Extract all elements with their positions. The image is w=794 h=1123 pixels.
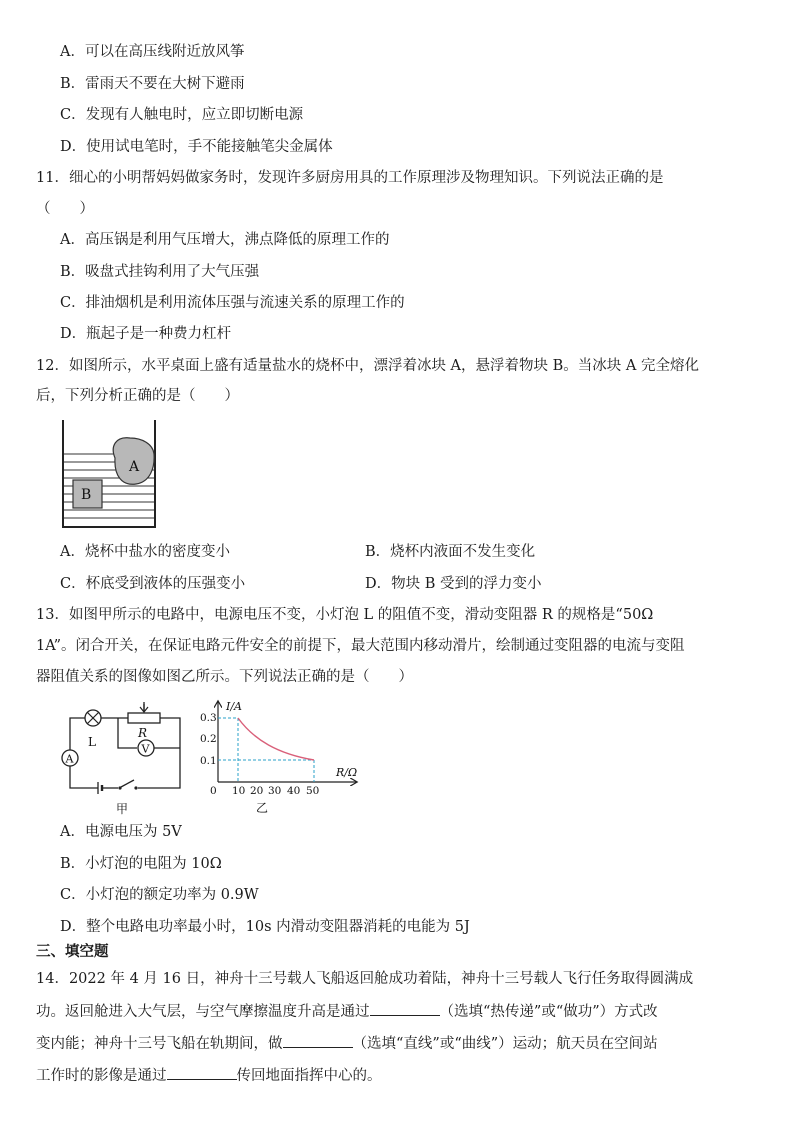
- q10-option-d: D．使用试电笔时，手不能接触笔尖金属体: [60, 139, 333, 155]
- q12-stem-line2: 后，下列分析正确的是（ ）: [36, 388, 239, 404]
- current-curve: [238, 718, 314, 760]
- rheostat-label: R: [138, 726, 148, 740]
- q14-line3-text-a: 变内能；神舟十三号飞船在轨期间，做: [36, 1036, 283, 1052]
- q11-option-d: D．瓶起子是一种费力杠杆: [60, 326, 232, 342]
- current-resistance-graph: [198, 698, 368, 824]
- q14-line2-text-a: 功。返回舱进入大气层，与空气摩擦温度升高是通过: [36, 1004, 370, 1020]
- q11-stem-line2: （ ）: [36, 201, 94, 217]
- voltmeter-v: [138, 740, 154, 756]
- origin-label: 0: [210, 785, 217, 797]
- q14-line4-text-b: 传回地面指挥中心的。: [236, 1068, 382, 1084]
- q13-stem-line2: 1A”。闭合开关，在保证电路元件安全的前提下，最大范围内移动滑片，绘制通过变阻器的电流与变阻: [36, 638, 685, 654]
- q14-blank-2[interactable]: [283, 1032, 353, 1048]
- x-axis-label: R/Ω: [336, 766, 358, 779]
- block-b-label: B: [81, 487, 92, 503]
- q14-line4: [36, 1064, 382, 1086]
- q13-stem-line3: 器阻值关系的图像如图乙所示。下列说法正确的是（ ）: [36, 669, 413, 685]
- q10-option-a: A．可以在高压线附近放风筝: [60, 44, 245, 60]
- ammeter-a: [62, 750, 78, 766]
- x-tick-30: 30: [268, 785, 282, 797]
- q14-line4-text-a: 工作时的影像是通过: [36, 1068, 167, 1084]
- lamp-l: [85, 710, 101, 726]
- lamp-label: L: [88, 735, 96, 749]
- q14-blank-3[interactable]: [167, 1064, 237, 1080]
- guide-lines: [218, 718, 314, 782]
- ice-block-a-label: A: [129, 459, 140, 475]
- q12-stem-line1: 12．如图所示，水平桌面上盛有适量盐水的烧杯中，漂浮着冰块 A，悬浮着物块 B。当冰块 A 完全熔化: [36, 358, 699, 374]
- q13-option-b: B．小灯泡的电阻为 10Ω: [60, 856, 222, 872]
- y-tick-0-2: 0.2: [200, 733, 217, 745]
- y-tick-0-3: 0.3: [200, 712, 217, 724]
- section-3-title: 三、填空题: [36, 943, 109, 960]
- circuit-caption: 甲: [116, 802, 129, 816]
- q11-stem-line1: 11．细心的小明帮妈妈做家务时，发现许多厨房用具的工作原理涉及物理知识。下列说法正确的是: [36, 170, 664, 186]
- x-tick-10: 10: [232, 785, 246, 797]
- graph-caption: 乙: [256, 801, 269, 815]
- q14-line3: [36, 1032, 658, 1054]
- voltmeter-label: V: [141, 742, 150, 756]
- q13-option-a: A．电源电压为 5V: [60, 824, 182, 840]
- q13-option-c: C．小灯泡的额定功率为 0.9W: [60, 887, 259, 903]
- q12-option-d: D．物块 B 受到的浮力变小: [365, 576, 542, 592]
- x-tick-40: 40: [287, 785, 301, 797]
- q13-stem-line1: 13．如图甲所示的电路中，电源电压不变，小灯泡 L 的阻值不变，滑动变阻器 R 的规格是“50Ω: [36, 607, 654, 623]
- y-tick-0-1: 0.1: [200, 755, 217, 767]
- ammeter-label: A: [65, 752, 74, 766]
- switch-icon: [118, 780, 137, 790]
- rheostat-r: [128, 702, 160, 723]
- q12-option-c: C．杯底受到液体的压强变小: [60, 576, 246, 592]
- q14-blank-1[interactable]: [370, 1000, 440, 1016]
- battery-icon: [98, 782, 102, 794]
- q11-option-a: A．高压锅是利用气压增大，沸点降低的原理工作的: [60, 232, 390, 248]
- q14-line3-text-b: （选填“直线”或“曲线”）运动；航天员在空间站: [352, 1036, 658, 1052]
- circuit-diagram: [56, 700, 186, 818]
- q11-option-b: B．吸盘式挂钩利用了大气压强: [60, 264, 260, 280]
- y-axis-label: I/A: [226, 700, 242, 713]
- q14-line2: [36, 1000, 658, 1022]
- q10-option-b: B．雷雨天不要在大树下避雨: [60, 76, 245, 92]
- q11-option-c: C．排油烟机是利用流体压强与流速关系的原理工作的: [60, 295, 405, 311]
- q13-option-d: D．整个电路电功率最小时，10s 内滑动变阻器消耗的电能为 5J: [60, 919, 470, 935]
- q10-option-c: C．发现有人触电时，应立即切断电源: [60, 107, 304, 123]
- q12-option-a: A．烧杯中盐水的密度变小: [60, 544, 230, 560]
- x-tick-20: 20: [250, 785, 264, 797]
- q14-line1: 14．2022 年 4 月 16 日，神舟十三号载人飞船返回舱成功着陆，神舟十三号载人飞行任务取得圆满成: [36, 971, 694, 987]
- q14-line2-text-b: （选填“热传递”或“做功”）方式改: [439, 1004, 658, 1020]
- beaker-figure: [58, 418, 162, 530]
- q12-option-b: B．烧杯内液面不发生变化: [365, 544, 536, 560]
- x-tick-50: 50: [306, 785, 320, 797]
